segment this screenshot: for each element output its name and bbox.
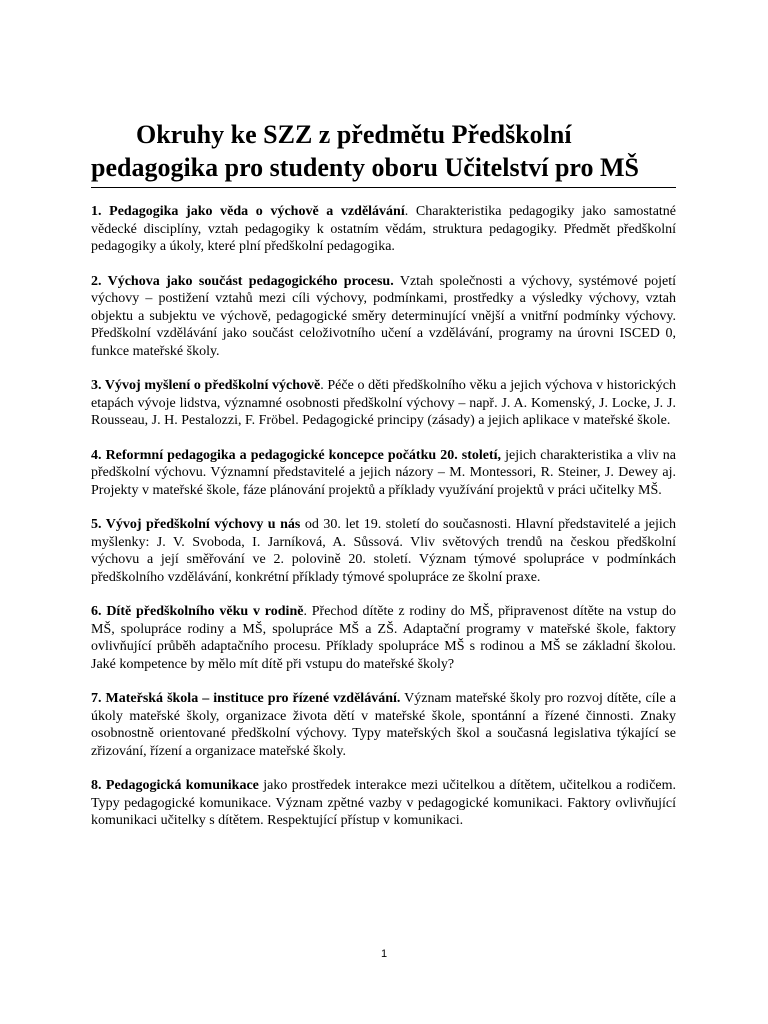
topic-body: jejich charakteristika a vliv na předškolní výchovu. Významní představitelé a jejich názory – M. Montessori, R. Steiner, J. Dewey aj. Projekty v mateřské škole, fáze plánování projektů a příklady využívání projektů v práci učitelky MŠ. — [91, 447, 677, 498]
topic-separator: . — [303, 604, 312, 619]
topic-7 — [91, 690, 676, 760]
document-title — [91, 118, 676, 188]
topic-number: 6. — [91, 604, 102, 619]
topic-body: jako prostředek interakce mezi učitelkou a dítětem, učitelkou a rodičem. Typy pedagogické komunikace. Význam zpětné vazby v pedagogické komunikaci. Faktory ovlivňující komunikaci učitelky s dítětem. Respektující přístup v komunikaci. — [91, 778, 677, 828]
topic-number: 3. — [91, 378, 102, 393]
topic-heading — [91, 604, 303, 619]
topic-heading — [91, 691, 400, 706]
topic-heading-text: Vývoj myšlení o předškolní výchově — [104, 378, 321, 393]
topic-number: 7. — [91, 691, 102, 706]
topic-heading-text: Vývoj předškolní výchovy u nás — [105, 517, 301, 532]
topic-4 — [91, 447, 676, 500]
topic-heading-text: Mateřská škola – instituce pro řízené vzdělávání. — [105, 691, 401, 706]
topic-number: 4. — [91, 447, 102, 463]
topic-heading-text: Reformní pedagogika a pedagogické koncepce počátku 20. století, — [105, 447, 502, 463]
topic-heading — [91, 517, 300, 532]
topic-body: Péče o děti předškolního věku a jejich výchova v historických etapách vývoje lidstva, významné osobnosti předškolní výchovy – např. J. A. Komenský, J. Locke, J. J. Rousseau, J. H. Pestalozzi, F. Fröbel. Pedagogické principy (zásady) a jejich aplikace v mateřské škole. — [91, 378, 676, 428]
topic-number: 8. — [91, 778, 102, 793]
topic-separator: . — [320, 378, 328, 393]
topic-heading-text: Pedagogika jako věda o výchově a vzdělávání — [109, 204, 405, 219]
title-line-2: pedagogika pro studenty oboru Učitelství pro MŠ — [91, 153, 639, 182]
topic-heading — [91, 378, 320, 393]
topic-number: 2. — [91, 273, 102, 289]
topic-body: Význam mateřské školy pro rozvoj dítěte, cíle a úkoly mateřské školy, organizace života dětí v mateřské škole, spontánní a řízené činnosti. Znaky osobnostně orientované předškolní výchovy. Typy mateřských škol a současná legislativa týkající se zřizování, řízení a organizace mateřské školy. — [91, 691, 676, 759]
topic-separator: . — [404, 204, 416, 219]
topic-3 — [91, 377, 676, 430]
topic-heading — [91, 274, 394, 289]
topic-body: Přechod dítěte z rodiny do MŠ, připravenost dítěte na vstup do MŠ, spolupráce rodiny a MŠ, spolupráce MŠ a ZŠ. Adaptační programy v mateřské škole, faktory ovlivňující průběh adaptačního procesu. Příklady spolupráce MŠ s rodinou a MŠ se základní školou. Jaké kompetence by mělo mít dítě při vstupu do mateřské školy? — [91, 604, 676, 672]
topic-body: Charakteristika pedagogiky jako samostatné vědecké disciplíny, vztah pedagogiky k ostatním vědám, struktura pedagogiky. Předmět předškolní pedagogiky a úkoly, které plní předškolní pedagogika. — [91, 204, 677, 254]
page-number: 1 — [380, 948, 388, 960]
topic-6 — [91, 603, 676, 673]
topic-body: Vztah společnosti a výchovy, systémové pojetí výchovy – postižení vztahů mezi cíli výchovy, podmínkami, prostředky a výsledky výchovy, vztah objektu a subjektu ve výchově, pedagogické směry determinující vnější a vnitřní podmínky výchovy. Předškolní vzdělávání jako součást celoživotního učení a vzdělávání, programy na úrovni ISCED 0, funkce mateřské školy. — [91, 273, 677, 359]
topic-8 — [91, 777, 676, 830]
topic-1 — [91, 203, 676, 256]
topic-heading-text: Výchova jako součást pedagogického procesu. — [107, 273, 394, 289]
topic-number: 1. — [91, 204, 102, 219]
topic-body: od 30. let 19. století do současnosti. Hlavní představitelé a jejich myšlenky: J. V. Svoboda, I. Jarníková, A. Sůssová. Vliv světových trendů na českou předškolní výchovu a její směřování ve 2. polovině 20. století. Význam týmové spolupráce v podmínkách předškolního vzdělávání, konkrétní příklady týmové spolupráce ze školní praxe. — [91, 517, 676, 585]
topic-list — [91, 203, 676, 830]
topic-heading — [91, 204, 405, 219]
topic-heading-text: Dítě předškolního věku v rodině — [106, 604, 304, 619]
topic-5 — [91, 516, 676, 586]
topic-2 — [91, 273, 676, 361]
topic-heading — [91, 448, 501, 463]
document-page — [91, 118, 676, 847]
topic-heading-text: Pedagogická komunikace — [105, 778, 259, 793]
topic-heading — [91, 778, 259, 793]
title-line-1: Okruhy ke SZZ z předmětu Předškolní — [136, 120, 572, 149]
topic-number: 5. — [91, 517, 102, 532]
